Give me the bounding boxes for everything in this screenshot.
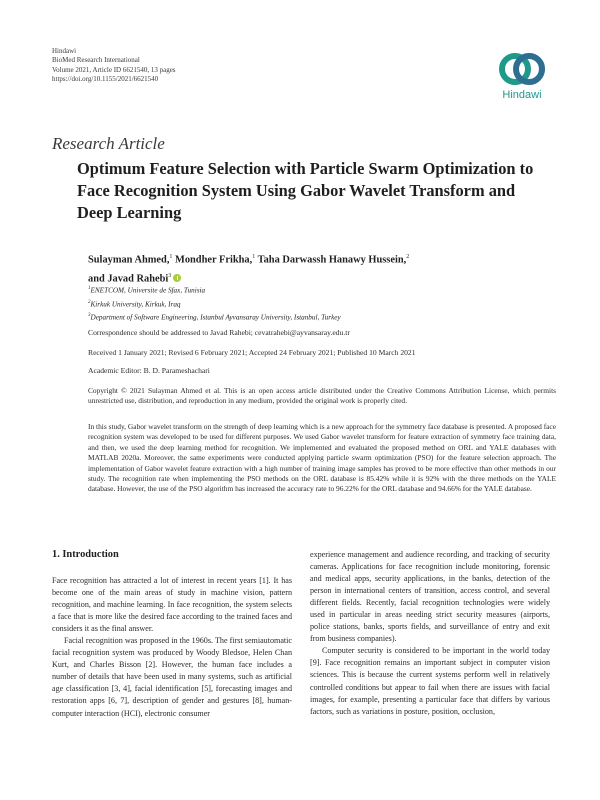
affiliation-number: 2: [88, 299, 91, 305]
journal-name: BioMed Research International: [52, 56, 140, 65]
author-name[interactable]: and Javad Rahebi: [88, 273, 169, 285]
author-name[interactable]: Taha Darwassh Hanawy Hussein,: [255, 254, 407, 266]
affiliation-item: [88, 297, 341, 311]
affiliation-item: [88, 310, 341, 324]
affiliation-item: [88, 283, 341, 297]
paragraph: Facial recognition was proposed in the 1960s. The first semiautomatic facial recognition system was produced by Woody Bledsoe, Helen Chan Kurt, and Charles Bisson [2]. However, the human face includes a number of details that have been used in many systems, such as artificial age classification [3, 4], facial identification [5], forecasting images and restoration apps [6, 7], description of gender and gestures [8], human-computer interaction (HCI), electronic consumer: [52, 636, 292, 718]
journal-meta: [52, 47, 176, 85]
title-line: Deep Learning: [77, 203, 182, 222]
paragraph: experience management and audience recording, and tracking of security cameras. Applications for face recognition include monitoring, forensic and medical apps, security applications, in the banks, detection of the person in international centers of transition, access control, and several different fields. Recently, facial recognition technologies were widely used in particular in areas needing strict security measures (airports, police stations, banks, sports fields, and surveillance of entry and exit from business companies).: [310, 550, 550, 644]
author-name[interactable]: Sulayman Ahmed,: [88, 254, 170, 266]
affiliation-text: Kirkuk University, Kirkuk, Iraq: [90, 299, 181, 308]
copyright-notice: Copyright © 2021 Sulayman Ahmed et al. This is an open access article distributed under the Creative Commons Attribution License, which permits unrestricted use, distribution, and reproduction in any medium, provided the original work is properly cited.: [88, 386, 556, 406]
publisher-name: Hindawi: [52, 47, 77, 55]
affiliation-marker: 2: [406, 254, 410, 260]
affiliation-text: ENETCOM, Universite de Sfax, Tunisia: [90, 286, 206, 295]
title-line: Optimum Feature Selection with Particle Swarm Optimization to: [77, 159, 534, 178]
body-column-right: [310, 549, 550, 718]
abstract: In this study, Gabor wavelet transform on the strength of deep learning which is a new approach for the symmetry face database is presented. A proposed face recognition system was developed to be used for different purposes. We used Gabor wavelet transform for feature extraction of symmetry face training data, and then, we used the deep learning method for recognition. We implemented and evaluated the proposed method on ORL and YALE databases with MATLAB 2020a. Moreover, the same experiments were conducted applying particle swarm optimization (PSO) for the feature selection approach. The implementation of Gabor wavelet feature extraction with a high number of training image samples has proved to be more effective than other methods in our study. The recognition rate when implementing the PSO methods on the ORL database is 85.42% while it is 92% with the three methods on the YALE database. However, the use of the PSO algorithm has increased the accuracy rate to 96.22% for the ORL database and 94.66% for the YALE database.: [88, 422, 556, 494]
orcid-icon[interactable]: [173, 274, 181, 282]
affiliation-number: 3: [88, 313, 91, 319]
volume-info: Volume 2021, Article ID 6621540, 13 pages: [52, 65, 176, 74]
affiliation-text: Department of Software Engineering, Istanbul Ayvansaray University, Istanbul, Turkey: [90, 313, 341, 322]
article-type: Research Article: [52, 134, 165, 153]
title-line: Face Recognition System Using Gabor Wavelet Transform and: [77, 181, 516, 200]
paragraph: Computer security is considered to be important in the world today [9]. Face recognition remains an important subject in computer vision sciences. This is because the current systems perform well in relatively controlled conditions but appear to fail when there are issues with facial images, for example, presenting a particular face that differs by various factors, such as variations in posture, position, occlusion,: [310, 646, 550, 716]
correspondence: Correspondence should be addressed to Javad Rahebi; cevatrahebi@ayvansaray.edu.tr: [88, 328, 350, 337]
article-title: [77, 158, 557, 224]
academic-editor: Academic Editor: B. D. Parameshachari: [88, 366, 210, 375]
paragraph: Face recognition has attracted a lot of interest in recent years [1]. It has become one of the main areas of study in machine vision, pattern recognition, and machine learning. In face recognition, the system selects a face that is more like the desired face according to the trained faces and considers it as the final answer.: [52, 576, 292, 634]
affiliation-marker: 3: [168, 273, 172, 280]
section-heading: 1. Introduction: [52, 549, 119, 560]
affiliation-number: 1: [88, 286, 91, 291]
logo-text: Hindawi: [502, 89, 542, 101]
publication-dates: Received 1 January 2021; Revised 6 February 2021; Accepted 24 February 2021; Published 10 March 2021: [88, 348, 416, 357]
affiliations: [88, 283, 341, 324]
author-name[interactable]: Mondher Frikha,: [172, 254, 253, 266]
affiliation-marker: 1: [169, 254, 173, 260]
doi-link[interactable]: https://doi.org/10.1155/2021/6621540: [52, 75, 159, 84]
affiliation-marker: 1: [252, 254, 256, 260]
body-column-left: [52, 575, 292, 720]
